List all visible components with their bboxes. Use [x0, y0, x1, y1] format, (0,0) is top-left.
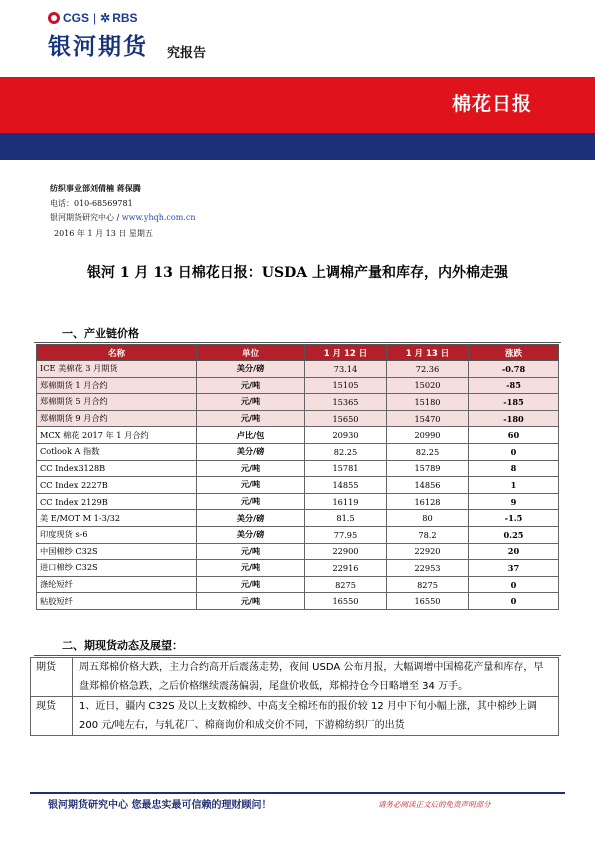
cell-product-name: CC Index3128B	[37, 460, 197, 477]
report-headline: 银河 1 月 13 日棉花日报：USDA 上调棉产量和库存，内外棉走强	[87, 265, 508, 281]
cell-price-date2: 80	[387, 510, 469, 527]
cell-change: 0.25	[469, 526, 559, 543]
price-row	[37, 394, 559, 411]
cell-price-date1: 81.5	[305, 510, 387, 527]
cell-price-date1: 8275	[305, 576, 387, 593]
brand-name: 银河期货	[48, 34, 148, 60]
cell-product-name: 郑棉期货 5 月合约	[37, 394, 197, 411]
cell-unit: 美分/磅	[197, 510, 305, 527]
cell-product-name: 涤纶短纤	[37, 576, 197, 593]
brand-suffix: 究报告	[167, 46, 207, 61]
commentary-text: 周五郑棉价格大跌，主力合约高开后震荡走势，夜间 USDA 公布月报，大幅调增中国棉花产量和库存，早盘郑棉价格急跌，之后价格继续震荡偏弱，尾盘价收低，郑棉持仓今日略增至 34 万手。	[73, 658, 559, 697]
logo-rbs-text: RBS	[112, 11, 138, 25]
price-table	[36, 344, 559, 610]
cell-price-date2: 15020	[387, 377, 469, 394]
cell-change: 0	[469, 443, 559, 460]
cell-product-name: CC Index 2129B	[37, 493, 197, 510]
cell-price-date1: 15365	[305, 394, 387, 411]
cell-change: 37	[469, 560, 559, 577]
cgs-logo-icon	[48, 12, 60, 24]
cell-product-name: 郑棉期货 9 月合约	[37, 410, 197, 427]
col-header-date1: 1 月 12 日	[305, 345, 387, 361]
cell-price-date1: 15105	[305, 377, 387, 394]
logo	[48, 10, 138, 26]
report-type-title: 棉花日报	[451, 93, 532, 115]
banner-blue-band	[0, 133, 595, 160]
cell-price-date2: 8275	[387, 576, 469, 593]
cell-unit: 美分/磅	[197, 526, 305, 543]
cell-change: 0	[469, 576, 559, 593]
col-header-change: 涨跌	[469, 345, 559, 361]
price-row	[37, 560, 559, 577]
footer-slogan: 银河期货研究中心 您最忠实最可信赖的理财顾问！	[48, 800, 272, 811]
price-row	[37, 493, 559, 510]
price-row	[37, 460, 559, 477]
commentary-row-futures	[31, 658, 559, 697]
cell-price-date2: 15180	[387, 394, 469, 411]
cell-unit: 元/吨	[197, 543, 305, 560]
cell-price-date2: 78.2	[387, 526, 469, 543]
cell-unit: 元/吨	[197, 576, 305, 593]
commentary-key: 现货	[31, 697, 73, 736]
cell-price-date2: 22920	[387, 543, 469, 560]
cell-product-name: CC Index 2227B	[37, 477, 197, 494]
cell-unit: 美分/磅	[197, 361, 305, 378]
commentary-key: 期货	[31, 658, 73, 697]
contact-phone: 电话：010-68569781	[50, 199, 133, 208]
cell-change: 1	[469, 477, 559, 494]
cell-product-name: Cotlook A 指数	[37, 443, 197, 460]
website-link[interactable]: www.yhqh.com.cn	[121, 213, 196, 222]
cell-price-date2: 72.36	[387, 361, 469, 378]
cell-price-date1: 14855	[305, 477, 387, 494]
cell-unit: 元/吨	[197, 493, 305, 510]
cell-change: -0.78	[469, 361, 559, 378]
price-row	[37, 576, 559, 593]
cell-price-date1: 77.95	[305, 526, 387, 543]
cell-change: 8	[469, 460, 559, 477]
logo-separator: |	[93, 11, 97, 25]
price-row	[37, 427, 559, 444]
cell-change: 9	[469, 493, 559, 510]
section-title-outlook: 二、期现货动态及展望：	[62, 639, 183, 652]
footer-disclaimer: 请务必阅读正文后的免责声明部分	[378, 800, 491, 809]
cell-price-date1: 16119	[305, 493, 387, 510]
commentary-text: 1、近日，疆内 C32S 及以上支数棉纱、中高支全棉坯布的报价较 12 月中下旬小幅上涨，其中棉纱上调 200 元/吨左右，与轧花厂、棉商询价和成交价不同，下游棉纺织厂的出货	[73, 697, 559, 736]
price-table-header	[37, 345, 559, 361]
cell-price-date2: 14856	[387, 477, 469, 494]
price-row	[37, 410, 559, 427]
commentary-row-spot	[31, 697, 559, 736]
section-divider	[34, 655, 561, 656]
price-row	[37, 593, 559, 610]
cell-unit: 美分/磅	[197, 443, 305, 460]
cell-product-name: 郑棉期货 1 月合约	[37, 377, 197, 394]
cell-price-date2: 15789	[387, 460, 469, 477]
price-row	[37, 443, 559, 460]
cell-product-name: 印度现货 s-6	[37, 526, 197, 543]
cell-price-date1: 16550	[305, 593, 387, 610]
cell-product-name: 粘胶短纤	[37, 593, 197, 610]
cell-price-date1: 22916	[305, 560, 387, 577]
cell-product-name: 进口棉纱 C32S	[37, 560, 197, 577]
price-row	[37, 477, 559, 494]
research-center-web	[50, 212, 195, 224]
cell-unit: 元/吨	[197, 560, 305, 577]
cell-change: -1.5	[469, 510, 559, 527]
cell-product-name: 美 E/MOT M 1-3/32	[37, 510, 197, 527]
cell-unit: 元/吨	[197, 377, 305, 394]
report-date: 2016 年 1 月 13 日 星期五	[54, 229, 153, 238]
cell-product-name: ICE 美棉花 3 月期货	[37, 361, 197, 378]
cell-change: 0	[469, 593, 559, 610]
cell-price-date2: 22953	[387, 560, 469, 577]
cell-unit: 元/吨	[197, 394, 305, 411]
cell-unit: 元/吨	[197, 477, 305, 494]
cell-price-date2: 15470	[387, 410, 469, 427]
author-department: 纺织事业部刘倩楠 蒋保腾	[50, 183, 141, 193]
rbs-logo-icon: ✲	[100, 11, 111, 25]
cell-price-date1: 20930	[305, 427, 387, 444]
cell-change: 60	[469, 427, 559, 444]
col-header-name: 名称	[37, 345, 197, 361]
col-header-unit: 单位	[197, 345, 305, 361]
cell-price-date2: 16128	[387, 493, 469, 510]
cell-product-name: 中国棉纱 C32S	[37, 543, 197, 560]
cell-product-name: MCX 棉花 2017 年 1 月合约	[37, 427, 197, 444]
price-row	[37, 361, 559, 378]
cell-price-date1: 82.25	[305, 443, 387, 460]
footer-divider	[30, 792, 565, 794]
price-row	[37, 377, 559, 394]
section-title-prices: 一、产业链价格	[62, 327, 139, 340]
cell-price-date2: 82.25	[387, 443, 469, 460]
web-prefix: 银河期货研究中心 /	[50, 213, 120, 222]
price-row	[37, 543, 559, 560]
cell-unit: 元/吨	[197, 593, 305, 610]
section-divider	[34, 342, 561, 343]
col-header-date2: 1 月 13 日	[387, 345, 469, 361]
logo-cgs-text: CGS	[63, 11, 90, 25]
price-row	[37, 510, 559, 527]
cell-price-date2: 16550	[387, 593, 469, 610]
cell-price-date1: 15650	[305, 410, 387, 427]
cell-price-date1: 73.14	[305, 361, 387, 378]
cell-change: -185	[469, 394, 559, 411]
cell-unit: 卢比/包	[197, 427, 305, 444]
commentary-table	[30, 657, 559, 736]
cell-price-date2: 20990	[387, 427, 469, 444]
cell-unit: 元/吨	[197, 460, 305, 477]
cell-change: 20	[469, 543, 559, 560]
cell-unit: 元/吨	[197, 410, 305, 427]
price-row	[37, 526, 559, 543]
cell-change: -85	[469, 377, 559, 394]
cell-change: -180	[469, 410, 559, 427]
cell-price-date1: 22900	[305, 543, 387, 560]
cell-price-date1: 15781	[305, 460, 387, 477]
